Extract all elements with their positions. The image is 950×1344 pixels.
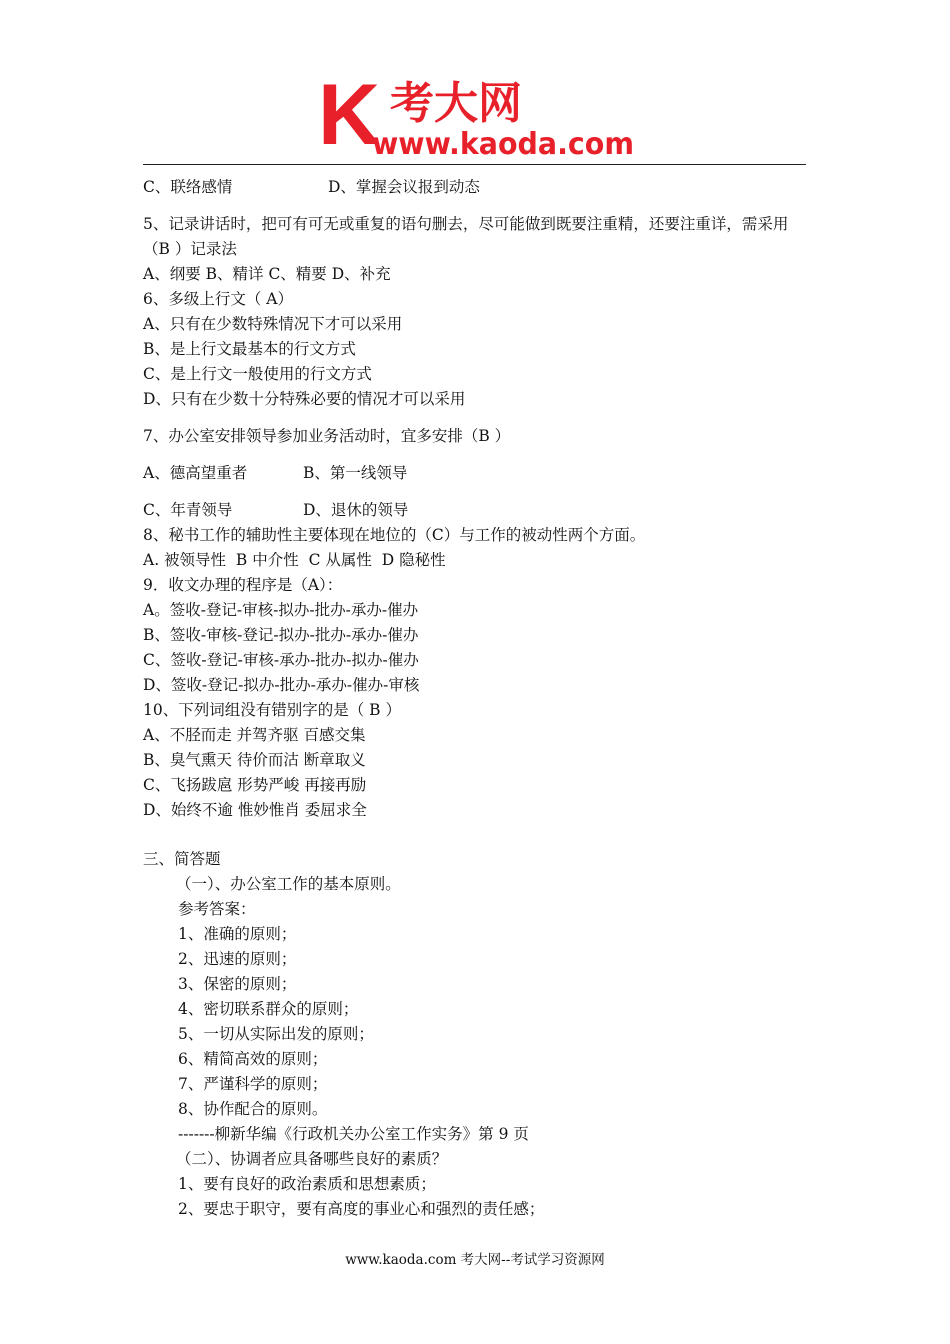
answer-item: 1、准确的原则； <box>178 925 297 943</box>
citation: -------柳新华编《行政机关办公室工作实务》第 9 页 <box>178 1125 529 1143</box>
option-a: A、德高望重者 <box>143 464 248 482</box>
question-9-option-d: D、签收-登记-拟办-批办-承办-催办-审核 <box>143 676 420 694</box>
question-7-options-ab <box>143 463 408 483</box>
question-8-options: A. 被领导性 B 中介性 C 从属性 D 隐秘性 <box>143 551 446 569</box>
option-row-c-d <box>143 177 480 197</box>
question-6-option-b: B、是上行文最基本的行文方式 <box>143 340 356 358</box>
question-5-options: A、纲要 B、精详 C、精要 D、补充 <box>143 265 391 283</box>
section-heading-short-answer: 三、简答题 <box>143 850 221 868</box>
answer-item: 2、要忠于职守，要有高度的事业心和强烈的责任感； <box>178 1200 545 1218</box>
sub-question-1: （一）、办公室工作的基本原则。 <box>176 875 401 893</box>
question-6-option-d: D、只有在少数十分特殊必要的情况才可以采用 <box>143 390 466 408</box>
logo-chinese-name: 考大网 <box>390 78 522 129</box>
reference-answer-label: 参考答案： <box>178 900 256 918</box>
sub-question-2: （二）、协调者应具备哪些良好的素质？ <box>176 1150 448 1168</box>
answer-item: 4、密切联系群众的原则； <box>178 1000 359 1018</box>
answer-item: 3、保密的原则； <box>178 975 297 993</box>
option-d: D、退休的领导 <box>303 501 409 519</box>
question-7: 7、办公室安排领导参加业务活动时，宜多安排（B ） <box>143 427 511 445</box>
page-footer: www.kaoda.com 考大网--考试学习资源网 <box>345 1252 605 1268</box>
answer-item: 7、严谨科学的原则； <box>178 1075 328 1093</box>
question-7-options-cd <box>143 500 409 520</box>
question-8: 8、秘书工作的辅助性主要体现在地位的（C）与工作的被动性两个方面。 <box>143 526 646 544</box>
option-b: B、第一线领导 <box>303 464 408 482</box>
option-d: D、掌握会议报到动态 <box>328 178 480 196</box>
question-10-option-c: C、飞扬跋扈 形势严峻 再接再励 <box>143 776 367 794</box>
answer-item: 5、一切从实际出发的原则； <box>178 1025 374 1043</box>
question-6: 6、多级上行文（ A） <box>143 290 293 308</box>
question-6-option-a: A、只有在少数特殊情况下才可以采用 <box>143 315 403 333</box>
question-9-option-c: C、签收-登记-审核-承办-批办-拟办-催办 <box>143 651 419 669</box>
question-10-option-b: B、臭气熏天 待价而沽 断章取义 <box>143 751 366 769</box>
question-9-option-a: A。签收-登记-审核-拟办-批办-承办-催办 <box>143 601 419 619</box>
question-9-option-b: B、签收-审核-登记-拟办-批办-承办-催办 <box>143 626 419 644</box>
answer-item: 1、要有良好的政治素质和思想素质； <box>178 1175 436 1193</box>
logo-url: www.kaoda.com <box>372 127 634 158</box>
question-5: 5、记录讲话时，把可有可无或重复的语句删去，尽可能做到既要注重精，还要注重详，需采用 <box>143 215 789 233</box>
answer-item: 2、迅速的原则； <box>178 950 297 968</box>
option-c: C、联络感情 <box>143 178 233 196</box>
question-5-cont: （B ）记录法 <box>143 240 237 258</box>
question-10-option-a: A、不胫而走 并驾齐驱 百感交集 <box>143 726 366 744</box>
question-6-option-c: C、是上行文一般使用的行文方式 <box>143 365 372 383</box>
kaoda-logo <box>318 78 638 158</box>
option-c: C、年青领导 <box>143 501 233 519</box>
answer-item: 8、协作配合的原则。 <box>178 1100 328 1118</box>
logo-k-letter: K <box>318 78 381 158</box>
answer-item: 6、精简高效的原则； <box>178 1050 328 1068</box>
header-divider <box>143 164 806 165</box>
question-10-option-d: D、始终不逾 惟妙惟肖 委屈求全 <box>143 801 367 819</box>
question-10: 10、下列词组没有错别字的是（ B ） <box>143 701 401 719</box>
question-9: 9．收文办理的程序是（A）： <box>143 576 343 594</box>
